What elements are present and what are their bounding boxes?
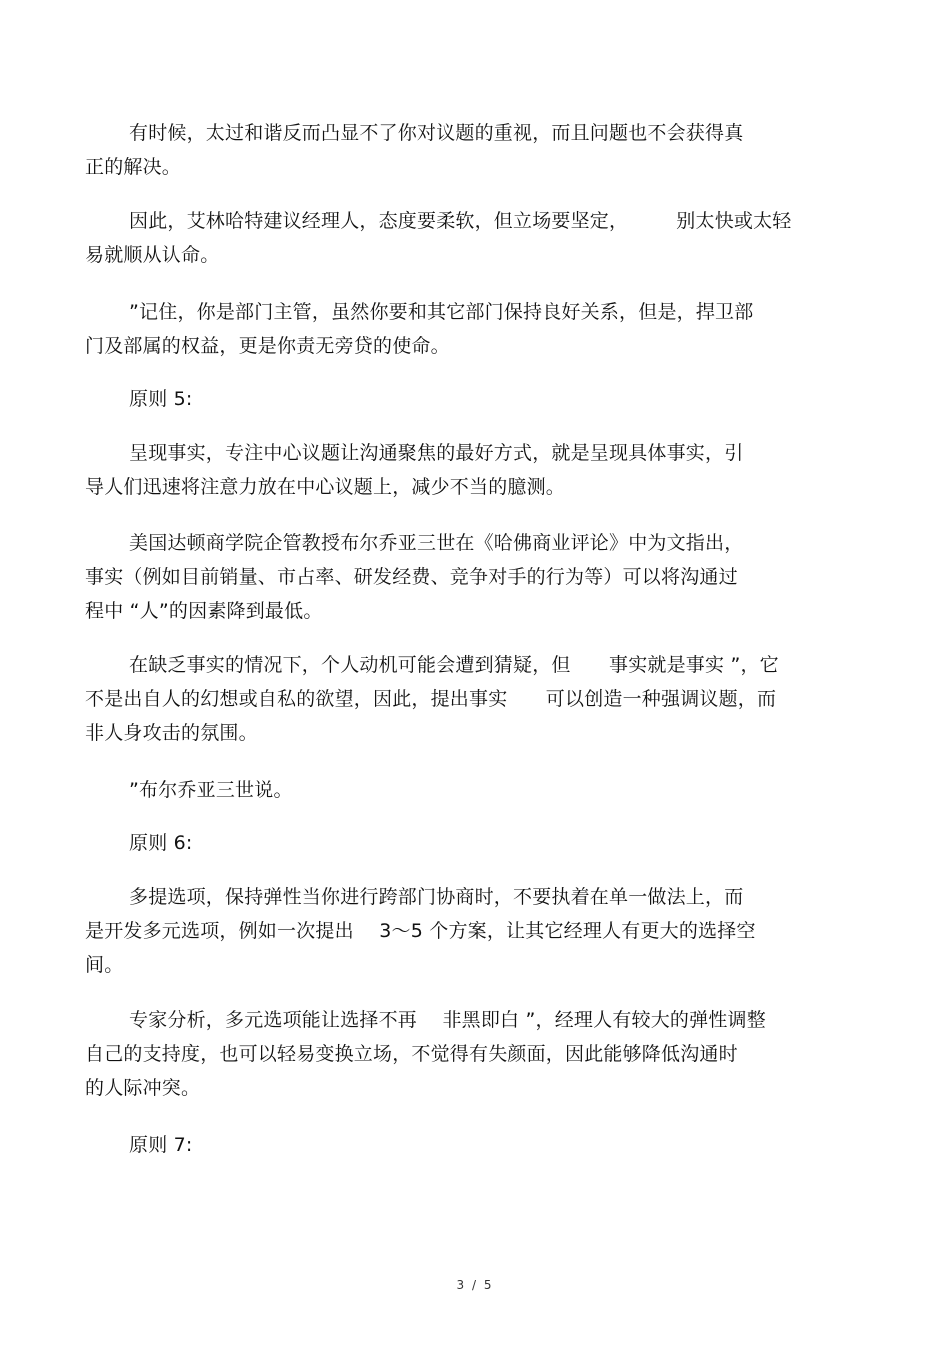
text-line: 门及部属的权益，更是你责无旁贷的使命。 <box>85 335 450 357</box>
text-line: 的人际冲突。 <box>85 1077 201 1099</box>
page-number: 3 / 5 <box>456 1278 494 1292</box>
principle-5-heading <box>85 382 865 416</box>
text-line: 美国达顿商学院企管教授布尔乔亚三世在《哈佛商业评论》中为文指出， <box>129 532 744 554</box>
paragraph-2 <box>85 204 865 272</box>
text-line: ”布尔乔亚三世说。 <box>129 779 293 801</box>
paragraph-7 <box>85 773 865 807</box>
text-line: 是开发多元选项，例如一次提出 3～5 个方案，让其它经理人有更大的选择空 <box>85 920 756 942</box>
paragraph-6 <box>85 648 865 750</box>
text-line: 自己的支持度，也可以轻易变换立场，不觉得有失颜面，因此能够降低沟通时 <box>85 1043 738 1065</box>
text-line: 易就顺从认命。 <box>85 244 220 266</box>
text-line: 有时候，太过和谐反而凸显不了你对议题的重视，而且问题也不会获得真 <box>129 122 744 144</box>
text-line: 在缺乏事实的情况下，个人动机可能会遭到猜疑，但 事实就是事实 ”，它 <box>129 654 779 676</box>
text-line: 原则 7: <box>129 1134 193 1156</box>
principle-6-heading <box>85 826 865 860</box>
text-line: 事实（例如目前销量、市占率、研发经费、竞争对手的行为等）可以将沟通过 <box>85 566 738 588</box>
text-line: 呈现事实，专注中心议题让沟通聚焦的最好方式，就是呈现具体事实，引 <box>129 442 744 464</box>
paragraph-5 <box>85 526 865 628</box>
text-line: 导人们迅速将注意力放在中心议题上，减少不当的臆测。 <box>85 476 566 498</box>
text-line: 正的解决。 <box>85 156 182 178</box>
paragraph-4 <box>85 436 865 504</box>
paragraph-3 <box>85 295 865 363</box>
paragraph-8 <box>85 880 865 982</box>
text-line: 多提选项，保持弹性当你进行跨部门协商时，不要执着在单一做法上，而 <box>129 886 744 908</box>
paragraph-9 <box>85 1003 865 1105</box>
text-line: 原则 6: <box>129 832 193 854</box>
text-line: 因此，艾林哈特建议经理人，态度要柔软，但立场要坚定， 别太快或太轻 <box>129 210 792 232</box>
principle-7-heading <box>85 1128 865 1162</box>
text-line: 专家分析，多元选项能让选择不再 非黑即白 ”，经理人有较大的弹性调整 <box>129 1009 766 1031</box>
text-line: 间。 <box>85 954 124 976</box>
text-line: 程中 “人”的因素降到最低。 <box>85 600 323 622</box>
text-line: 非人身攻击的氛围。 <box>85 722 258 744</box>
text-line: ”记住，你是部门主管，虽然你要和其它部门保持良好关系，但是，捍卫部 <box>129 301 754 323</box>
paragraph-1 <box>85 116 865 184</box>
text-line: 不是出自人的幻想或自私的欲望，因此，提出事实 可以创造一种强调议题，而 <box>85 688 777 710</box>
text-line: 原则 5: <box>129 388 193 410</box>
